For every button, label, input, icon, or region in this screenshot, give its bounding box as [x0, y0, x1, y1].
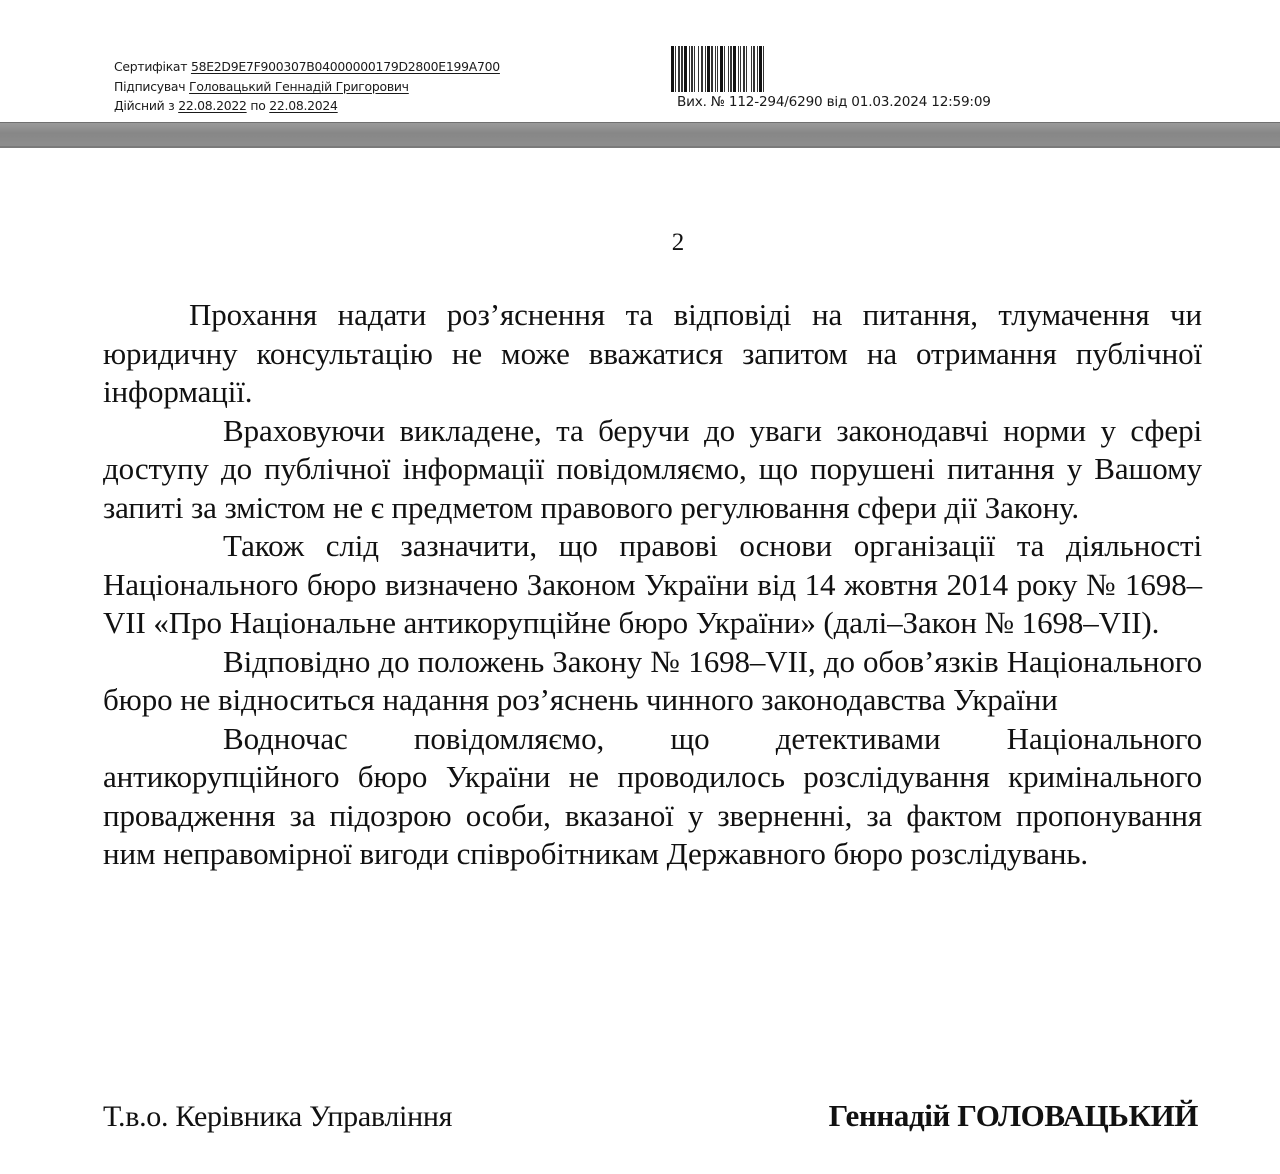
paragraph: Водночас повідомляємо, що детективами Національного антикорупційного бюро України не проводилось розслідування кримінального провадження за підозрою особи, вказаної у зверненні, за фактом пропонування ним неправомірної вигоди співробітникам Державного бюро розслідувань.	[103, 720, 1202, 871]
page-number: 2	[671, 229, 685, 256]
paragraph: Також слід зазначити, що правові основи організації та діяльності Національного бюро визначено Законом України від 14 жовтня 2014 року № 1698–VII «Про Національне антикорупційне бюро України» (далі–Закон № 1698–VII).	[103, 528, 1202, 640]
valid-from: 22.08.2022	[178, 98, 247, 113]
signer-line	[114, 77, 500, 97]
signer-label: Підписувач	[114, 78, 186, 94]
certificate-label: Сертифікат	[114, 59, 188, 74]
validity-line	[114, 96, 500, 116]
signer-name: Головацький Геннадій Григорович	[189, 78, 409, 94]
certificate-id: 58E2D9E7F900307B04000000179D2800E199A700	[190, 59, 500, 74]
barcode-icon	[671, 46, 834, 92]
valid-to: 22.08.2024	[269, 98, 338, 113]
paragraph: Відповідно до положень Закону № 1698–VII, до обов’язків Національного бюро не відноситься надання роз’яснень чинного законодавства України	[103, 643, 1202, 717]
valid-to-label: по	[250, 98, 266, 113]
paragraph: Враховуючи викладене, та беручи до уваги законодавчі норми у сфері доступу до публічної інформації повідомляємо, що порушені питання у Вашому запиті за змістом не є предметом правового регулювання сфери дії Закону.	[103, 412, 1202, 525]
header-divider-band	[0, 122, 1280, 148]
barcode-bar	[764, 46, 766, 92]
certificate-line	[114, 57, 500, 77]
valid-label: Дійсний з	[114, 98, 175, 113]
letter-body	[103, 296, 1202, 874]
document-header	[0, 0, 1280, 122]
outgoing-number: Вих. № 112-294/6290 від 01.03.2024 12:59:09	[677, 94, 991, 110]
signatory-position: Т.в.о. Керівника Управління	[103, 1100, 453, 1133]
signatory-name: Геннадій ГОЛОВАЦЬКИЙ	[828, 1098, 1198, 1133]
paragraph: Прохання надати роз’яснення та відповіді на питання, тлумачення чи юридичну консультацію не може вважатися запитом на отримання публічної інформації.	[103, 297, 1202, 409]
digital-signature-stamp	[114, 57, 500, 116]
